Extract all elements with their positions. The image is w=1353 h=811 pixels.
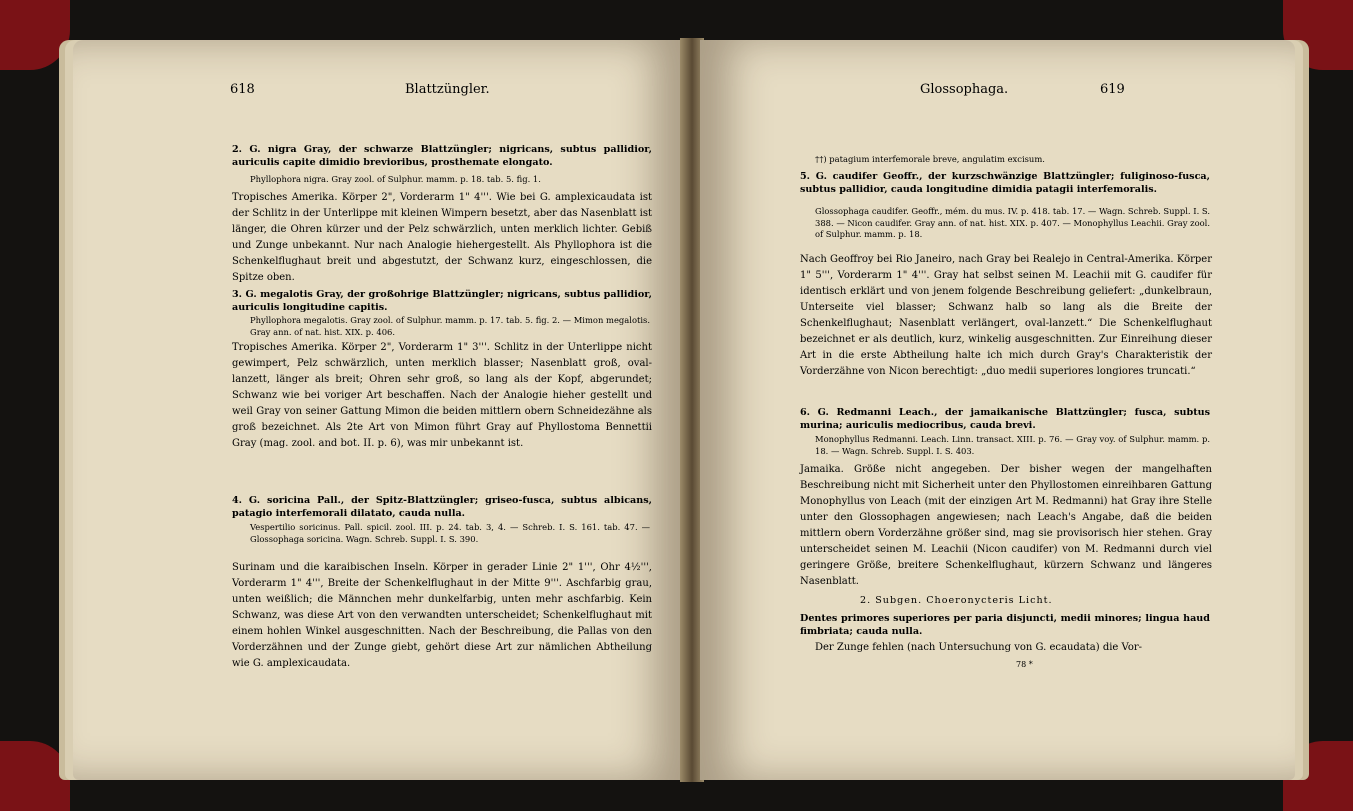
- left-para-3: Tropisches Amerika. Körper 2", Vorderarm 1" 4'''. Wie bei G. amplexicaudata ist der Schlitz in der Unterlippe mit kleinen Wimpern besetzt, aber das Nasenblatt ist länger, die Ohren kürzer und der Pelz schwärzlich, unten merklich lichter. Gebiß und Zunge unbekannt. Nur nach Analogie hiehergestellt. Als Phyllophora ist die Schenkelflughaut breit und abgestutzt, der Schwanz kurz, eingeschlossen, die Spitze oben.: [232, 192, 653, 283]
- left-para-6: Tropisches Amerika. Körper 2", Vorderarm 1" 3'''. Schlitz in der Unterlippe nicht gewimpert, Pelz schwärzlich, unten merklich blasser; Nasenblatt groß, oval-lanzett, länger als breit; Ohren sehr groß, so lang als der Kopf, abgerundet; Schwanz wie bei voriger Art beschaffen. Nach der Analogie hieher gestellt und weil Gray von seiner Gattung Mimon die beiden mittlern obern Schneidezähne als groß bezeichnet. Als 2te Art von Mimon führt Gray auf Phyllostoma Bennettii Gray (mag. zool. and bot. II. p. 6), was mir unbekannt ist.: [232, 342, 652, 449]
- corner-top-left: [0, 0, 70, 70]
- right-para-6: Monophyllus Redmanni. Leach. Linn. transact. XIII. p. 76. — Gray voy. of Sulphur. mamm. p. 18. — Wagn. Schreb. Suppl. I. S. 403.: [815, 434, 1210, 456]
- right-running-head: Glossophaga.: [920, 82, 1009, 97]
- right-subgenus-heading: 2. Subgen. Choeronycteris Licht.: [860, 595, 1053, 606]
- left-page-number: 618: [230, 82, 255, 97]
- right-page-number: 619: [1100, 82, 1125, 97]
- signature-mark: 78 *: [1016, 660, 1033, 669]
- left-para-8: Vespertilio soricinus. Pall. spicil. zool. III. p. 24. tab. 3, 4. — Schreb. I. S. 161. tab. 47. — Glossophaga soricina. Wagn. Schreb. Suppl. I. S. 390.: [250, 522, 650, 544]
- left-para-1: 2. G. nigra Gray, der schwarze Blattzüngler; nigricans, subtus pallidior, auriculis capite dimidio brevioribus, prosthemate elongato.: [232, 144, 652, 168]
- corner-bottom-left: [0, 741, 70, 811]
- right-para-5: 6. G. Redmanni Leach., der jamaikanische Blattzüngler; fusca, subtus murina; auriculis mediocribus, cauda brevi.: [800, 407, 1210, 431]
- right-para-8: Dentes primores superiores per paria disjuncti, medii minores; lingua haud fimbriata; cauda nulla.: [800, 613, 1210, 637]
- left-running-head: Blattzüngler.: [405, 82, 490, 97]
- right-para-3: Glossophaga caudifer. Geoffr., mém. du mus. IV. p. 418. tab. 17. — Wagn. Schreb. Suppl. I. S. 388. — Nicon caudifer. Gray ann. of nat. hist. XIX. p. 407. — Monophyllus Leachii. Gray zool. of Sulphur. mamm. p. 18.: [815, 206, 1210, 239]
- right-para-4: Nach Geoffroy bei Rio Janeiro, nach Gray bei Realejo in Central-Amerika. Körper 1" 5''', Vorderarm 1" 4'''. Gray hat selbst seinen M. Leachii mit G. caudifer für identisch erklärt und von jenem folgende Beschreibung geliefert: „dunkelbraun, Unterseite viel blasser; Schwanz halb so lang als die Breite der Schenkelflughaut; Nasenblatt verlängert, oval-lanzett.“ Die Schenkelflughaut bezeichnet er als deutlich, kurz, winkelig ausgeschnitten. Zur Einreihung dieser Art in die erste Abtheilung halte ich mich durch Gray's Charakteristik der Vorderzähne von Nicon berechtigt: „duo medii superiores longiores truncati.“: [800, 254, 1212, 377]
- right-para-9: Der Zunge fehlen (nach Untersuchung von G. ecaudata) die Vor-: [815, 642, 1143, 653]
- left-para-5: Phyllophora megalotis. Gray zool. of Sulphur. mamm. p. 17. tab. 5. fig. 2. — Mimon megalotis. Gray ann. of nat. hist. XIX. p. 406.: [250, 315, 650, 337]
- left-para-7: 4. G. soricina Pall., der Spitz-Blattzüngler; griseo-fusca, subtus albicans, patagio interfemorali dilatato, cauda nulla.: [232, 495, 652, 519]
- left-para-9: Surinam und die karaibischen Inseln. Körper in gerader Linie 2" 1''', Ohr 4½''', Vorderarm 1" 4''', Breite der Schenkelflughaut in der Mitte 9'''. Aschfarbig grau, unten weißlich; die Männchen mehr dunkelfarbig, unten mehr aschfarbig. Kein Schwanz, was diese Art von den verwandten unterscheidet; Schenkelflughaut mit einem hohlen Winkel ausgeschnitten. Nach der Beschreibung, die Pallas von den Vorderzähnen und der Zunge giebt, gehört diese Art zur nämlichen Abtheilung wie G. amplexicaudata.: [232, 562, 652, 669]
- right-para-1: ††) patagium interfemorale breve, angulatim excisum.: [815, 154, 1045, 164]
- left-para-2: Phyllophora nigra. Gray zool. of Sulphur. mamm. p. 18. tab. 5. fig. 1.: [250, 174, 541, 184]
- right-para-2: 5. G. caudifer Geoffr., der kurzschwänzige Blattzüngler; fuliginoso-fusca, subtus pallidior, cauda longitudine dimidia patagii interfemoralis.: [800, 171, 1210, 195]
- left-para-4: 3. G. megalotis Gray, der großohrige Blattzüngler; nigricans, subtus pallidior, auriculis longitudine capitis.: [232, 289, 652, 313]
- right-para-7: Jamaika. Größe nicht angegeben. Der bisher wegen der mangelhaften Beschreibung nicht mit Sicherheit unter den Phyllostomen einreihbaren Gattung Monophyllus von Leach (mit der einzigen Art M. Redmanni) hat Gray ihre Stelle unter den Glossophagen angewiesen; nach Leach's Angabe, daß die beiden mittlern obern Vorderzähne größer sind, mag sie provisorisch hier stehen. Gray unterscheidet seinen M. Leachii (Nicon caudifer) von M. Redmanni durch viel geringere Größe, breitere Schenkelflughaut, kürzern Schwanz und längeres Nasenblatt.: [800, 464, 1212, 587]
